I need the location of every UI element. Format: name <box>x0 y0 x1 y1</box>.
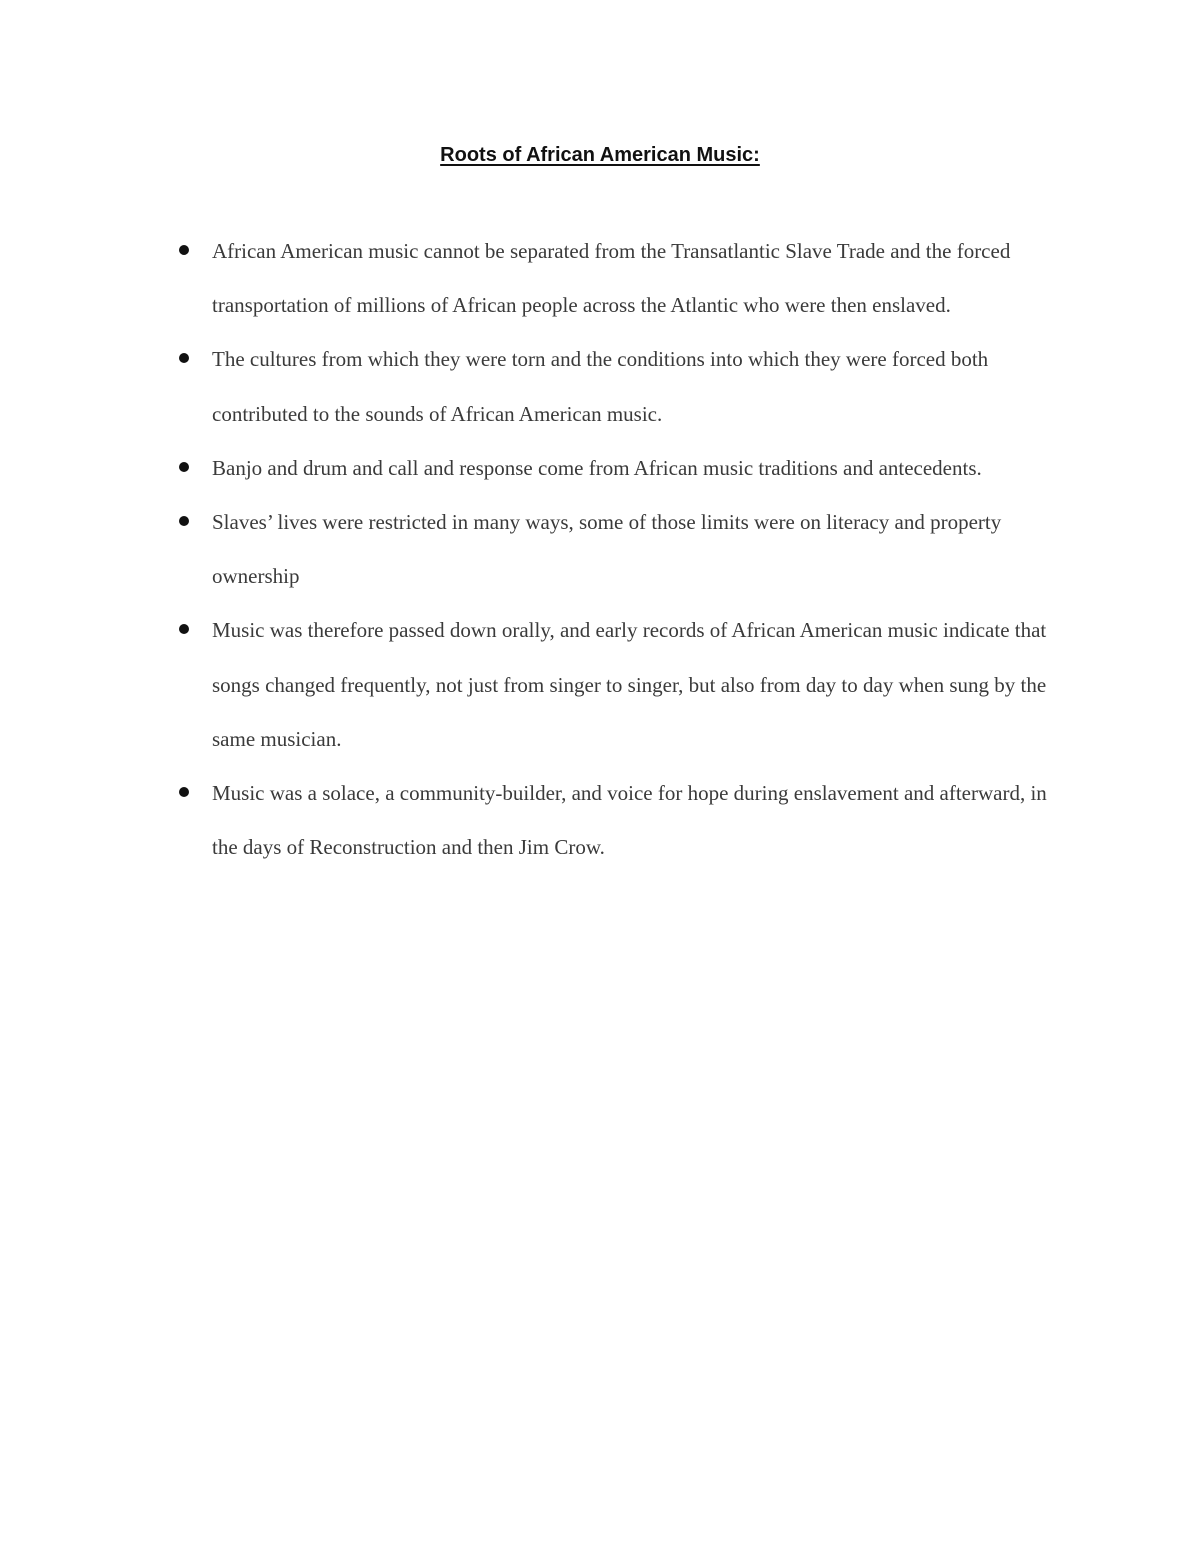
bullet-icon <box>179 353 189 363</box>
bullet-icon <box>179 245 189 255</box>
list-item-text: The cultures from which they were torn and the conditions into which they were forced both contributed to the sounds of African American music. <box>212 347 989 426</box>
list-item <box>212 332 1072 440</box>
list-item <box>212 441 1072 495</box>
list-item <box>212 603 1072 766</box>
bullet-icon <box>179 516 189 526</box>
list-item <box>212 224 1072 332</box>
list-item-text: Slaves’ lives were restricted in many ways, some of those limits were on literacy and property ownership <box>212 510 1002 589</box>
list-item-text: Music was a solace, a community-builder, and voice for hope during enslavement and afterward, in the days of Reconstruction and then Jim Crow. <box>212 781 1047 860</box>
bullet-icon <box>179 462 189 472</box>
list-item-text: African American music cannot be separated from the Transatlantic Slave Trade and the forced transportation of millions of African people across the Atlantic who were then enslaved. <box>212 239 1011 318</box>
list-item <box>212 766 1072 874</box>
document-title: Roots of African American Music: <box>440 144 760 166</box>
bullet-icon <box>179 787 189 797</box>
bullet-icon <box>179 624 189 634</box>
list-item-text: Music was therefore passed down orally, and early records of African American music indicate that songs changed frequently, not just from singer to singer, but also from day to day when sung by the same musician. <box>212 618 1047 751</box>
list-item <box>212 495 1072 603</box>
list-item-text: Banjo and drum and call and response come from African music traditions and antecedents. <box>212 455 982 480</box>
bullet-list <box>212 224 1072 874</box>
